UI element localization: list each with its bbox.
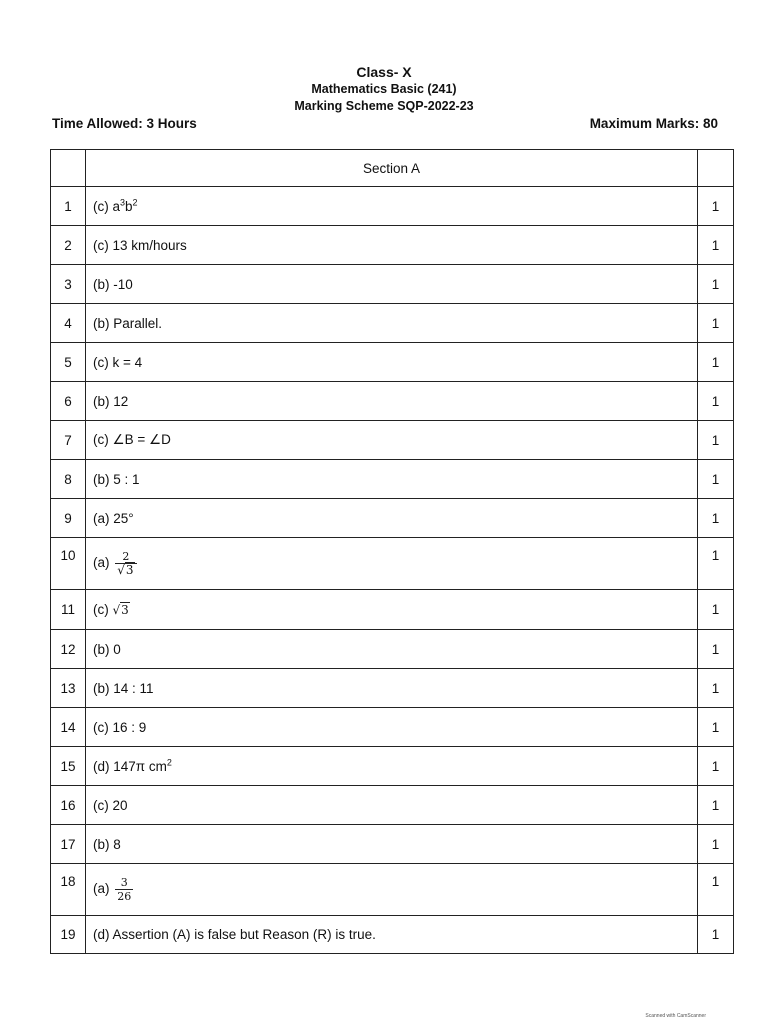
time-allowed: Time Allowed: 3 Hours [52, 116, 197, 131]
question-number: 17 [51, 825, 86, 864]
table-row [51, 590, 734, 630]
answer-text: (b) 8 [93, 836, 121, 852]
answer-cell [86, 708, 698, 747]
scanner-watermark: Scanned with CamScanner [645, 1013, 706, 1019]
answer-cell [86, 864, 698, 916]
answer-text: (c) 13 km/hours [93, 237, 187, 253]
question-number: 1 [51, 187, 86, 226]
answer-text: (c) k = 4 [93, 354, 143, 370]
table-row [51, 343, 734, 382]
question-number: 13 [51, 669, 86, 708]
answer-cell [86, 590, 698, 630]
answer-cell [86, 669, 698, 708]
answer-text: (a) [93, 555, 110, 571]
marks-cell: 1 [698, 460, 734, 499]
answer-text: (b) 5 : 1 [93, 471, 140, 487]
marks-cell: 1 [698, 590, 734, 630]
answer-text: (b) -10 [93, 276, 133, 292]
variable-b: b [125, 198, 133, 214]
subject-heading: Mathematics Basic (241) [311, 82, 457, 96]
numerator: 2 [115, 550, 136, 564]
answer-text: (d) 147π cm [93, 758, 167, 774]
question-number: 14 [51, 708, 86, 747]
answer-cell [86, 421, 698, 460]
question-number: 19 [51, 916, 86, 954]
marks-cell: 1 [698, 304, 734, 343]
section-header-row [51, 150, 734, 187]
table-row [51, 916, 734, 954]
exponent: 2 [166, 757, 172, 767]
table-row [51, 747, 734, 786]
answer-text: (c) a [93, 198, 120, 214]
table-row [51, 708, 734, 747]
square-root [113, 602, 130, 617]
answer-text: (b) 14 : 11 [93, 680, 154, 696]
question-number: 12 [51, 630, 86, 669]
table-row [51, 382, 734, 421]
marks-cell: 1 [698, 630, 734, 669]
answer-cell [86, 499, 698, 538]
table-row [51, 630, 734, 669]
table-row [51, 538, 734, 590]
question-number: 7 [51, 421, 86, 460]
denominator [115, 564, 136, 577]
answer-text: (b) 0 [93, 641, 121, 657]
question-number: 3 [51, 265, 86, 304]
marks-cell: 1 [698, 708, 734, 747]
empty-cell [698, 150, 734, 187]
root-sign: √ [117, 563, 125, 577]
question-number: 4 [51, 304, 86, 343]
answer-text: (a) 25° [93, 510, 134, 526]
marks-cell: 1 [698, 864, 734, 916]
answer-text: (c) 16 : 9 [93, 719, 147, 735]
marking-table [50, 149, 734, 954]
scheme-heading: Marking Scheme SQP-2022-23 [294, 99, 474, 113]
marks-cell: 1 [698, 265, 734, 304]
answer-cell [86, 460, 698, 499]
question-number: 9 [51, 499, 86, 538]
answer-text: (c) ∠B = ∠D [93, 432, 171, 447]
question-number: 8 [51, 460, 86, 499]
question-number: 16 [51, 786, 86, 825]
answer-cell [86, 304, 698, 343]
question-number: 18 [51, 864, 86, 916]
answer-text: (b) 12 [93, 393, 129, 409]
question-number: 10 [51, 538, 86, 590]
marks-cell: 1 [698, 669, 734, 708]
maximum-marks: Maximum Marks: 80 [589, 116, 718, 131]
question-number: 11 [51, 590, 86, 630]
marks-cell: 1 [698, 499, 734, 538]
marks-cell: 1 [698, 187, 734, 226]
exponent: 2 [132, 197, 138, 207]
answer-cell [86, 630, 698, 669]
radicand: 3 [121, 603, 129, 617]
marks-cell: 1 [698, 538, 734, 590]
answer-cell [86, 786, 698, 825]
table-row [51, 226, 734, 265]
marks-cell: 1 [698, 226, 734, 265]
numerator: 3 [115, 876, 133, 890]
table-row [51, 460, 734, 499]
answer-cell [86, 343, 698, 382]
section-title: Section A [86, 150, 698, 187]
answer-text: (d) Assertion (A) is false but Reason (R) is true. [93, 927, 376, 942]
exponent: 3 [120, 197, 126, 207]
answer-text: (c) [93, 602, 109, 617]
answer-text: (c) 20 [93, 797, 128, 813]
empty-cell [51, 150, 86, 187]
table-row [51, 825, 734, 864]
question-number: 5 [51, 343, 86, 382]
table-row [51, 864, 734, 916]
fraction [115, 876, 133, 903]
marks-cell: 1 [698, 421, 734, 460]
marks-cell: 1 [698, 825, 734, 864]
table-row [51, 669, 734, 708]
fraction [115, 550, 136, 577]
marks-cell: 1 [698, 786, 734, 825]
answer-text: (b) Parallel. [93, 315, 163, 331]
radicand: 3 [125, 563, 134, 577]
marks-cell: 1 [698, 382, 734, 421]
answer-cell [86, 382, 698, 421]
question-number: 2 [51, 226, 86, 265]
answer-cell [86, 265, 698, 304]
answer-cell [86, 187, 698, 226]
marks-cell: 1 [698, 343, 734, 382]
answer-cell [86, 226, 698, 265]
table-row [51, 786, 734, 825]
answer-cell [86, 747, 698, 786]
marks-cell: 1 [698, 916, 734, 954]
table-row [51, 304, 734, 343]
denominator: 26 [117, 890, 132, 903]
marks-cell: 1 [698, 747, 734, 786]
question-number: 6 [51, 382, 86, 421]
class-heading: Class- X [356, 64, 412, 80]
table-row [51, 499, 734, 538]
answer-cell [86, 825, 698, 864]
table-row [51, 421, 734, 460]
table-row [51, 187, 734, 226]
answer-cell [86, 916, 698, 954]
answer-cell [86, 538, 698, 590]
root-sign: √ [112, 603, 121, 617]
question-number: 15 [51, 747, 86, 786]
answer-text: (a) [93, 881, 110, 897]
table-row [51, 265, 734, 304]
